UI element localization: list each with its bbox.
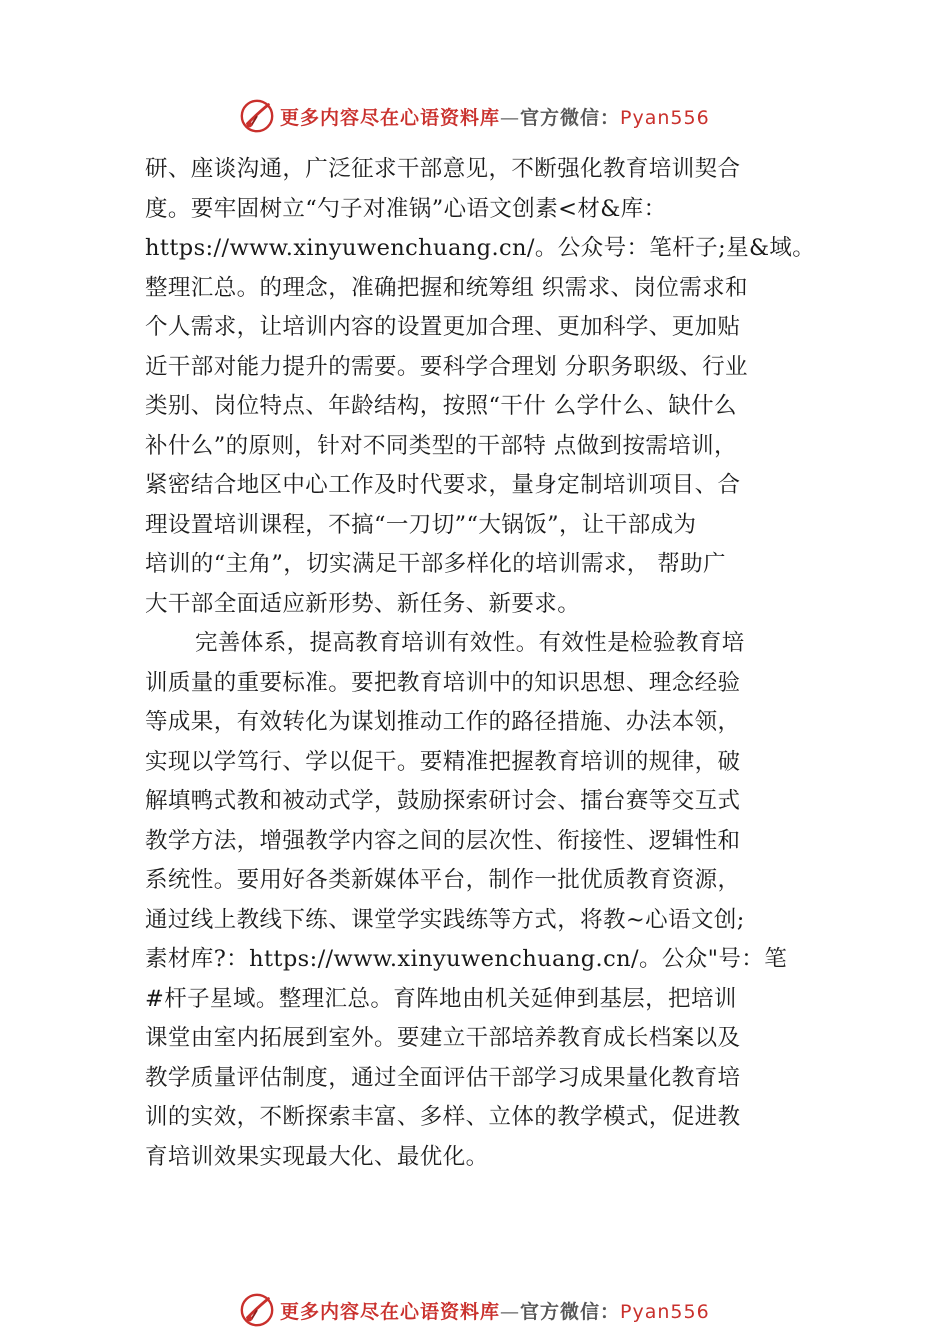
text-line: 个人需求，让培训内容的设置更加合理、更加科学、更加贴 [145, 314, 741, 340]
text-line: 度。要牢固树立“勺子对准锅”心语文创素<材&库： [145, 195, 667, 222]
text-line: 整理汇总。的理念，准确把握和统筹组 织需求、岗位需求和 [145, 274, 748, 301]
document-body [145, 150, 825, 1177]
text-line: 课堂由室内拓展到室外。要建立干部培养教育成长档案以及 [145, 1025, 741, 1051]
footer-banner-text [280, 1297, 710, 1324]
header-banner-text [280, 103, 710, 130]
header-banner-separator: — [500, 106, 521, 129]
paragraph-2 [145, 624, 825, 1177]
text-line: 训质量的重要标准。要把教育培训中的知识思想、理念经验 [145, 669, 741, 696]
text-line: 教学方法，增强教学内容之间的层次性、衔接性、逻辑性和 [145, 827, 741, 854]
paragraph-1 [145, 150, 825, 624]
header-banner-wechat-id: Pyan556 [620, 106, 710, 129]
brush-logo-icon [238, 97, 276, 135]
header-banner [238, 96, 758, 136]
text-line: 完善体系，提高教育培训有效性。有效性是检验教育培 [195, 630, 745, 656]
text-line: 实现以学笃行、学以促干。要精准把握教育培训的规律，破 [145, 748, 741, 775]
text-line: 近干部对能力提升的需要。要科学合理划 分职务职级、行业 [145, 353, 748, 380]
footer-banner [238, 1290, 758, 1330]
text-line: https://www.xinyuwenchuang.cn/。公众号：笔杆子;星&域。 [145, 235, 816, 261]
text-line: 紧密结合地区中心工作及时代要求，量身定制培训项目、合 [145, 472, 741, 498]
text-line: 育培训效果实现最大化、最优化。 [145, 1143, 489, 1170]
text-line: 研、座谈沟通，广泛征求干部意见，不断强化教育培训契合 [145, 156, 741, 182]
footer-banner-official: 官方微信： [520, 1300, 621, 1323]
header-banner-official: 官方微信： [520, 106, 621, 129]
text-line: 等成果，有效转化为谋划推动工作的路径措施、办法本领， [145, 709, 741, 735]
brush-logo-icon [238, 1291, 276, 1329]
text-line: 类别、岗位特点、年龄结构，按照“干什 么学什么、缺什么 [145, 393, 737, 419]
text-line: 补什么”的原则，针对不同类型的干部特 点做到按需培训， [145, 432, 737, 459]
text-line: 培训的“主角”，切实满足干部多样化的培训需求， 帮助广 [145, 551, 726, 577]
footer-banner-separator: — [500, 1300, 521, 1323]
text-line: 通过线上教线下练、课堂学实践练等方式，将教~心语文创; [145, 906, 745, 933]
text-line: 大干部全面适应新形势、新任务、新要求。 [145, 590, 581, 617]
footer-banner-main: 更多内容尽在心语资料库 [280, 1300, 501, 1323]
text-line: #杆子星域。整理汇总。育阵地由机关延伸到基层，把培训 [145, 985, 737, 1012]
footer-banner-wechat-id: Pyan556 [620, 1300, 710, 1323]
text-line: 教学质量评估制度，通过全面评估干部学习成果量化教育培 [145, 1064, 741, 1091]
text-line: 理设置培训课程，不搞“一刀切”“大锅饭”，让干部成为 [145, 511, 697, 538]
header-banner-main: 更多内容尽在心语资料库 [280, 106, 501, 129]
text-line: 解填鸭式教和被动式学，鼓励探索研讨会、擂台赛等交互式 [145, 788, 741, 814]
text-line: 训的实效，不断探索丰富、多样、立体的教学模式，促进教 [145, 1104, 741, 1130]
text-line: 系统性。要用好各类新媒体平台，制作一批优质教育资源， [145, 867, 741, 893]
text-line: 素材库?：https://www.xinyuwenchuang.cn/。公众"号：笔 [145, 946, 788, 972]
